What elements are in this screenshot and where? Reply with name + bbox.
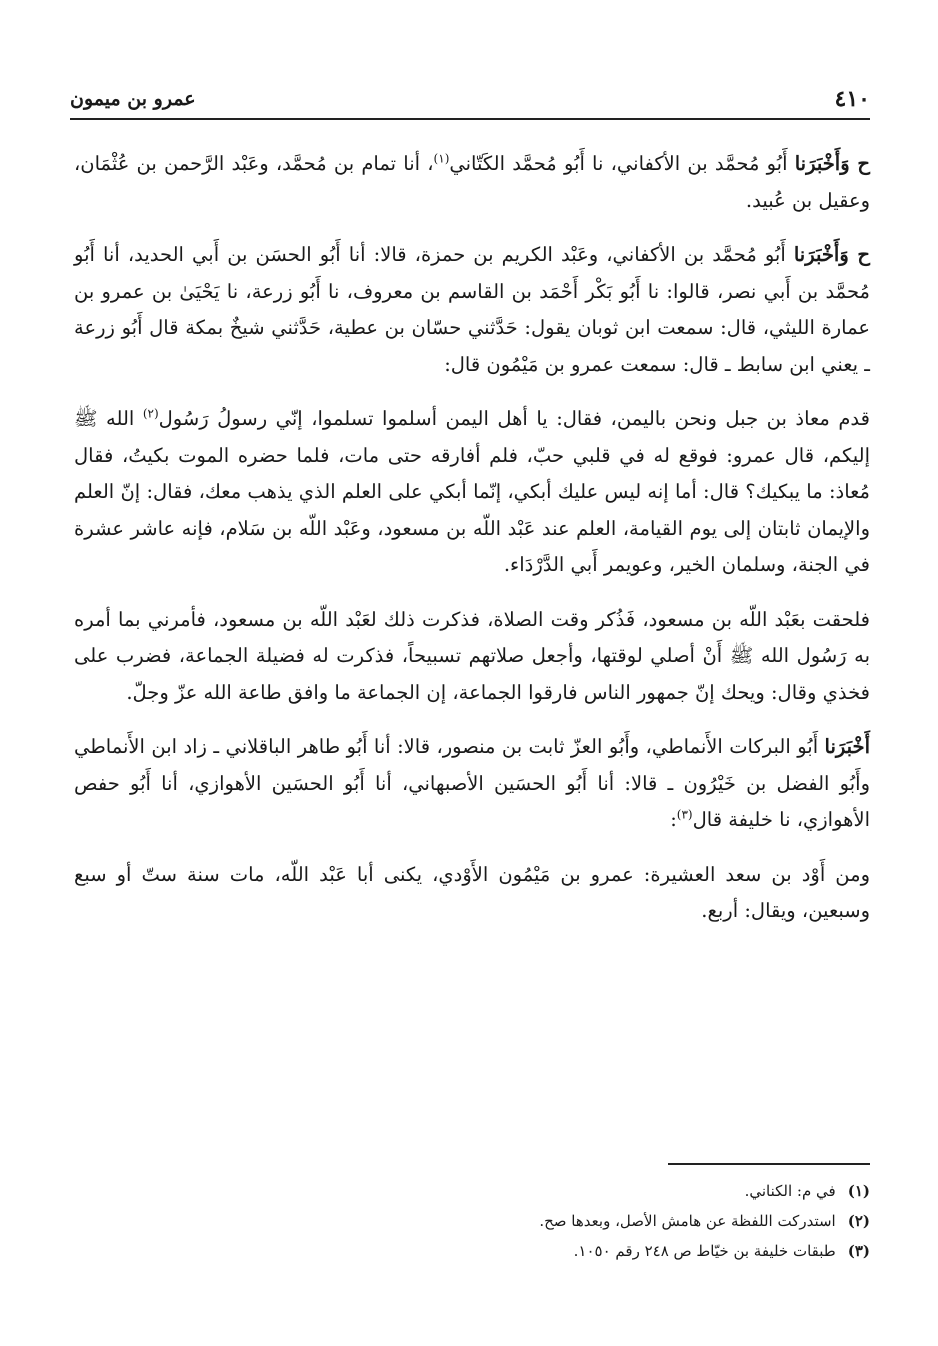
footnote — [300, 1236, 870, 1266]
paragraph — [74, 146, 870, 219]
main-text — [74, 146, 870, 948]
note-marker: (١) — [433, 151, 450, 166]
header-rule — [70, 118, 870, 120]
paragraph — [74, 401, 870, 584]
paragraph-text: أَبُو البركات الأَنماطي، وأَبُو العزّ ثابت بن منصور، قالا: أنا أَبُو طاهر الباقلاني ـ زاد ابن الأَنماطي وأَبُو الفضل بن خَيْرُون ـ قالا: أنا أَبُو الحسَين الأصبهاني، أنا أَبُو الحسَين الأهوازي، أنا أَبُو حفص الأهوازي، نا خليفة قال — [74, 735, 870, 831]
footnote-number: (٢) — [847, 1212, 870, 1230]
page-header — [70, 82, 870, 118]
paragraph-tail: : — [670, 808, 677, 831]
footnote-text: في م: الكناني. — [744, 1182, 836, 1200]
paragraph — [74, 857, 870, 930]
paragraph-text: أَبُو مُحمَّد بن الأكفاني، نا أَبُو مُحمَّد الكَتّاني — [449, 152, 788, 175]
footnote-text: طبقات خليفة بن خيّاط ص ٢٤٨ رقم ١٠٥٠. — [573, 1242, 836, 1260]
footnote-number: (٣) — [847, 1242, 870, 1260]
paragraph-lead: ح وَأَخْبَرَنا — [794, 152, 871, 175]
paragraph — [74, 729, 870, 839]
paragraph — [74, 602, 870, 712]
footnotes — [300, 1176, 870, 1266]
footnote-rule — [668, 1163, 870, 1165]
footnote-number: (١) — [847, 1182, 870, 1200]
paragraph-lead: ح وَأَخْبَرَنا — [793, 243, 871, 266]
footnote — [300, 1176, 870, 1206]
paragraph-text: فلحقت بعَبْد اللّه بن مسعود، فَذُكر وقت الصلاة، فذكرت ذلك لعَبْد اللّه بن مسعود، فأمرني بما أمره به رَسُول الله ﷺ أَنْ أصلي لوقتها، وأجعل صلاتهم تسبيحاً، فذكرت له فضيلة الجماعة، فضرب على فخذي وقال: ويحك إنّ جمهور الناس فارقوا الجماعة، إن الجماعة ما وافق طاعة الله عزّ وجلّ. — [74, 607, 870, 704]
paragraph-lead: أَخْبَرَنا — [824, 735, 870, 758]
paragraph-text: قدم معاذ بن جبل ونحن باليمن، فقال: يا أهل اليمن أسلموا تسلموا، إنّي رسولُ رَسُول — [158, 407, 870, 430]
paragraph-text: أَبُو مُحمَّد بن الأكفاني، وعَبْد الكريم بن حمزة، قالا: أنا أَبُو الحسَن بن أَبي الحديد، أنا أَبُو مُحمَّد بن أَبي نصر، قالوا: نا أَبُو بَكْر أَحْمَد بن القاسم بن معروف، نا أَبُو زرعة، نا يَحْيَىٰ بن عمرو بن عمارة الليثي، قال: سمعت ابن ثوبان يقول: حَدَّثني حسّان بن عطية، حَدَّثني شيخٌ بمكة قال أَبُو زرعة ـ يعني ابن سابط ـ قال: سمعت عمرو بن مَيْمُون قال: — [74, 243, 870, 376]
running-head: عمرو بن ميمون — [70, 88, 196, 110]
paragraph-tail: ، أنا تمام بن مُحمَّد، وعَبْد الرَّحمن بن عُثْمَان، وعقيل بن عُبيد. — [74, 152, 870, 212]
note-marker: (٣) — [676, 807, 693, 822]
note-marker: (٢) — [142, 406, 159, 421]
paragraph-tail: الله ﷺ إليكم، قال عمرو: فوقع له في قلبي حبّ، فلم أفارقه حتى مات، فلما حضره الموت بكيتُ، فقال مُعاذ: ما يبكيك؟ قال: أما إنه ليس عليك أبكي، إنّما أبكي على العلم الذي يذهب معك، فقال: إنّ العلم والإيمان ثابتان إلى يوم القيامة، العلم عند عَبْد اللّه بن مسعود، وعَبْد اللّه بن سَلام، فإنه عاشر عشرة في الجنة، وسلمان الخير، وعويمر أَبي الدَّرْدَاء. — [74, 407, 870, 576]
footnote-text: استدركت اللفظة عن هامش الأصل، وبعدها صح. — [539, 1212, 836, 1230]
paragraph — [74, 237, 870, 383]
footnote — [300, 1206, 870, 1236]
page-number: ٤١٠ — [834, 86, 870, 112]
paragraph-text: ومن أَوْد بن سعد العشيرة: عمرو بن مَيْمُون الأَوْدي، يكنى أبا عَبْد اللّه، مات سنة ستّ أو سبع وسبعين، ويقال: أربع. — [74, 862, 870, 922]
